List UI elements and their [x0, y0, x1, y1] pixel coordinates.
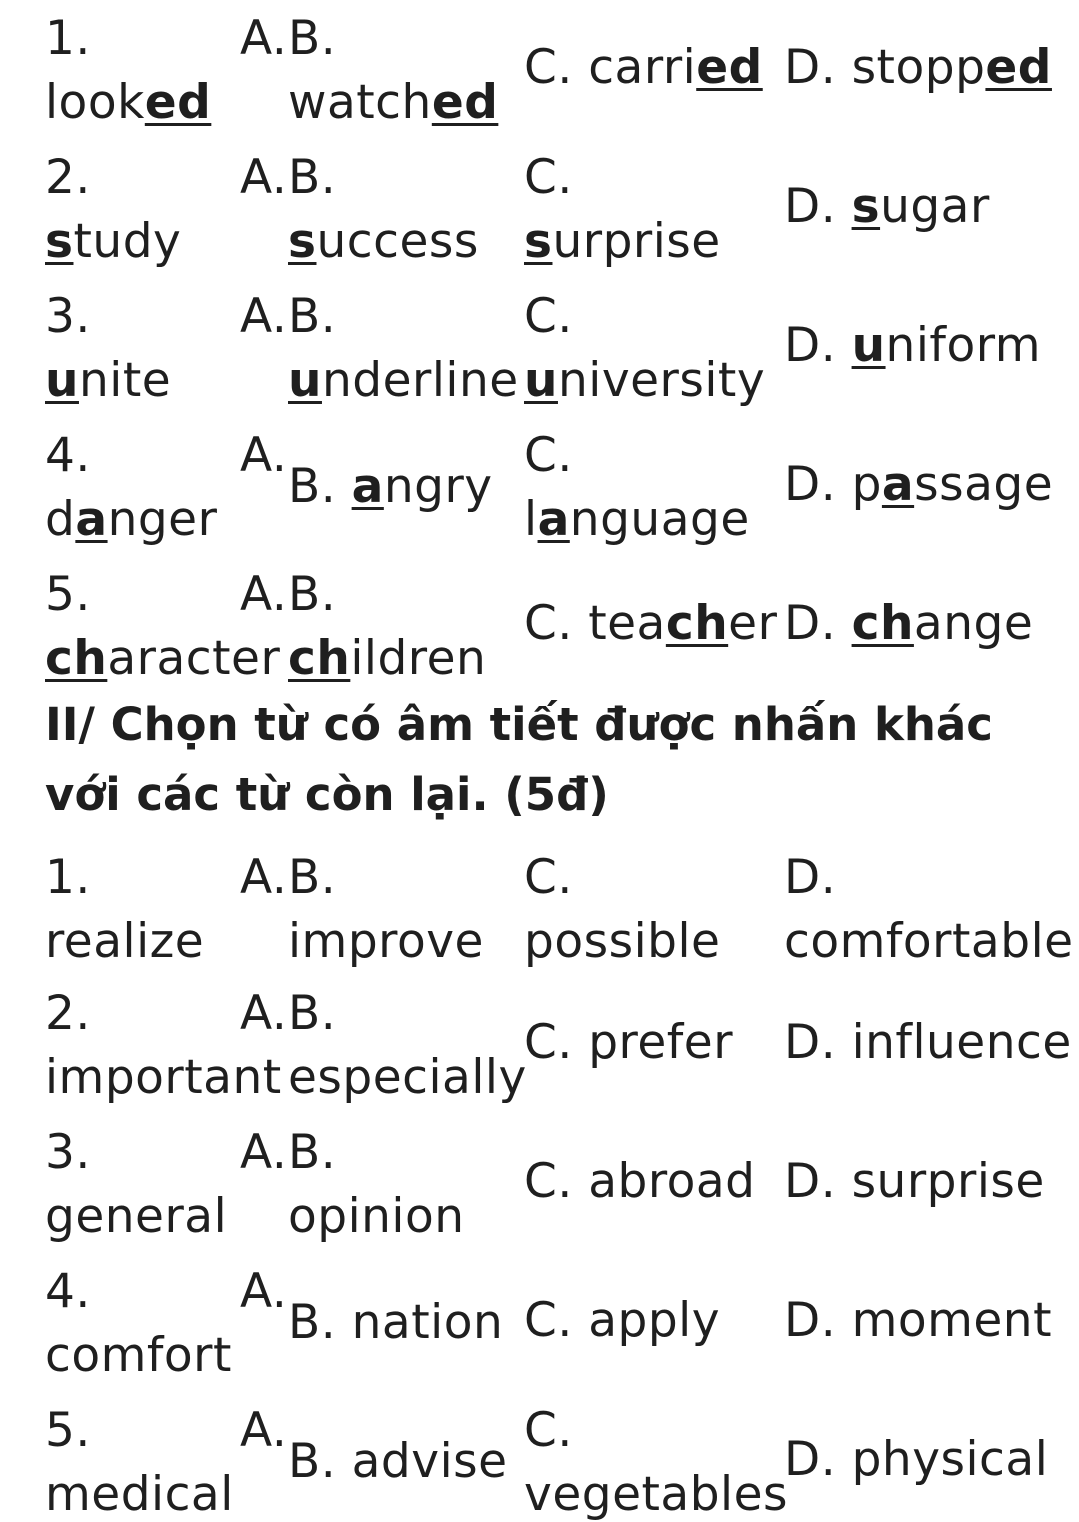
s1-q2-option-a-label: A.: [240, 150, 288, 205]
s2-q2-option-b-word: especially: [288, 1050, 527, 1105]
s1-q4-option-b-part: B.: [288, 459, 352, 514]
s2-q1-option-d-label: D.: [784, 850, 837, 905]
s1-q3-option-d-underlined-part: u: [851, 318, 886, 373]
s2-q5-option-b: B. advise: [288, 1434, 508, 1489]
s2-q5-option-d: D. physical: [784, 1432, 1049, 1487]
s1-q4-option-b-underlined-part: a: [351, 459, 384, 514]
s1-q4-option-d-part: ssage: [914, 457, 1054, 512]
s1-q4-option-c-word-underlined-part: a: [537, 492, 570, 547]
s1-q5-option-d-part: D.: [784, 596, 852, 651]
s2-q2-option-a-label: A.: [240, 986, 288, 1041]
s1-q4-option-a-word-part: d: [45, 492, 76, 547]
s1-q1-option-a-label: A.: [240, 11, 288, 66]
s1-q2-option-c-word-underlined-part: s: [524, 214, 553, 269]
s1-q5-option-b-word-part: ildren: [350, 631, 487, 686]
s1-q3-option-b-word-part: nderline: [321, 353, 519, 408]
s1-q1-option-c-underlined-part: ed: [696, 40, 763, 95]
s1-q2-option-a-word: [45, 214, 182, 269]
s2-q4-option-c: C. apply: [524, 1293, 721, 1348]
s1-q2-option-b-word-underlined-part: s: [288, 214, 317, 269]
s1-q2-option-b-word-part: uccess: [316, 214, 479, 269]
s1-q1-option-d-part: D. stopp: [784, 40, 986, 95]
s2-q1-option-c-label: C.: [524, 850, 573, 905]
s1-q3-option-b-word: [288, 353, 519, 408]
s1-q5-option-d: [784, 596, 1034, 651]
s1-q1-option-c: [524, 40, 763, 95]
s1-q5-option-c-part: C. tea: [524, 596, 666, 651]
s1-q2-option-d-part: D.: [784, 179, 852, 234]
s1-q2-option-c-label: C.: [524, 150, 573, 205]
s1-q3-option-a-word-part: nite: [78, 353, 172, 408]
s1-q1-number: 1.: [45, 11, 91, 66]
s2-q1-option-a-label: A.: [240, 850, 288, 905]
s1-q4-option-c-label: C.: [524, 428, 573, 483]
s2-q4-number: 4.: [45, 1264, 91, 1319]
s2-q2-option-a-word: important: [45, 1050, 282, 1105]
s2-q3-option-b-label: B.: [288, 1125, 337, 1180]
s1-q2-option-b-word: [288, 214, 479, 269]
s1-q5-option-a-label: A.: [240, 567, 288, 622]
s1-q3-option-a-word: [45, 353, 172, 408]
s1-q3-option-d-part: D.: [784, 318, 852, 373]
s1-q5-option-b-word: [288, 631, 487, 686]
s1-q3-option-b-word-underlined-part: u: [288, 353, 322, 408]
s2-q2-option-c: C. prefer: [524, 1015, 734, 1070]
s2-q3-number: 3.: [45, 1125, 91, 1180]
s1-q2-number: 2.: [45, 150, 91, 205]
section-2-heading-line-1: II/ Chọn từ có âm tiết được nhấn khác: [45, 698, 993, 751]
s2-q5-option-a-word: medical: [45, 1467, 234, 1522]
s1-q5-number: 5.: [45, 567, 91, 622]
s2-q2-option-b-label: B.: [288, 986, 337, 1041]
s2-q1-option-c-word: possible: [524, 914, 721, 969]
s1-q2-option-b-label: B.: [288, 150, 337, 205]
s1-q1-option-a-word-underlined-part: ed: [144, 75, 212, 130]
s1-q4-option-c-word-part: nguage: [569, 492, 750, 547]
s2-q4-option-a-label: A.: [240, 1264, 288, 1319]
s1-q4-option-c-word-part: l: [524, 492, 538, 547]
section-2-heading-line-2: với các từ còn lại. (5đ): [45, 768, 609, 821]
s1-q4-option-b: [288, 459, 493, 514]
s1-q5-option-c-part: er: [728, 596, 778, 651]
s2-q5-option-c-label: C.: [524, 1403, 573, 1458]
s2-q3-option-c: C. abroad: [524, 1154, 756, 1209]
s1-q3-option-c-label: C.: [524, 289, 573, 344]
s1-q5-option-d-part: ange: [913, 596, 1034, 651]
s1-q4-option-d-part: D. p: [784, 457, 882, 512]
s2-q5-option-a-label: A.: [240, 1403, 288, 1458]
s1-q3-option-a-word-underlined-part: u: [45, 353, 79, 408]
s1-q2-option-d: [784, 179, 990, 234]
s1-q1-option-b-label: B.: [288, 11, 337, 66]
s1-q4-option-c-word: [524, 492, 750, 547]
s2-q1-option-b-label: B.: [288, 850, 337, 905]
s1-q1-option-a-word: [45, 75, 212, 130]
s2-q1-option-d-word: comfortable: [784, 914, 1074, 969]
s1-q4-option-b-part: ngry: [383, 459, 493, 514]
s1-q5-option-c: [524, 596, 778, 651]
s1-q1-option-c-part: C. carri: [524, 40, 697, 95]
s1-q1-option-b-word-underlined-part: ed: [431, 75, 499, 130]
s1-q2-option-a-word-part: tudy: [73, 214, 182, 269]
s1-q2-option-d-part: ugar: [880, 179, 990, 234]
s2-q4-option-d: D. moment: [784, 1293, 1053, 1348]
s1-q1-option-a-word-part: look: [45, 75, 145, 130]
s1-q1-option-b-word-part: watch: [288, 75, 432, 130]
s1-q5-option-a-word-part: aracter: [107, 631, 281, 686]
s2-q3-option-a-label: A.: [240, 1125, 288, 1180]
s1-q4-option-a-word-underlined-part: a: [75, 492, 108, 547]
s1-q2-option-a-word-underlined-part: s: [45, 214, 74, 269]
s2-q1-option-b-word: improve: [288, 914, 484, 969]
s1-q4-option-a-word: [45, 492, 218, 547]
s1-q1-option-b-word: [288, 75, 499, 130]
s1-q5-option-a-word: [45, 631, 281, 686]
s1-q5-option-d-underlined-part: ch: [851, 596, 914, 651]
s1-q4-number: 4.: [45, 428, 91, 483]
s2-q1-option-a-word: realize: [45, 914, 205, 969]
s2-q5-option-c-word: vegetables: [524, 1467, 789, 1522]
s1-q3-option-c-word-part: niversity: [557, 353, 766, 408]
s2-q4-option-a-word: comfort: [45, 1328, 232, 1383]
s2-q2-number: 2.: [45, 986, 91, 1041]
s2-q1-number: 1.: [45, 850, 91, 905]
s1-q2-option-c-word-part: urprise: [552, 214, 721, 269]
s2-q5-number: 5.: [45, 1403, 91, 1458]
s2-q3-option-a-word: general: [45, 1189, 228, 1244]
s2-q2-option-d: D. influence: [784, 1015, 1072, 1070]
s1-q3-option-d-part: niform: [885, 318, 1041, 373]
s1-q1-option-d: [784, 40, 1052, 95]
s2-q3-option-b-word: opinion: [288, 1189, 465, 1244]
s2-q3-option-d: D. surprise: [784, 1154, 1045, 1209]
s1-q3-option-c-word-underlined-part: u: [524, 353, 558, 408]
s1-q5-option-b-word-underlined-part: ch: [288, 631, 351, 686]
s1-q2-option-c-word: [524, 214, 721, 269]
s1-q4-option-a-label: A.: [240, 428, 288, 483]
s1-q3-option-d: [784, 318, 1041, 373]
s2-q4-option-b: B. nation: [288, 1295, 504, 1350]
s1-q2-option-d-underlined-part: s: [851, 179, 881, 234]
s1-q5-option-b-label: B.: [288, 567, 337, 622]
s1-q3-option-a-label: A.: [240, 289, 288, 344]
s1-q3-option-c-word: [524, 353, 766, 408]
s1-q5-option-a-word-underlined-part: ch: [45, 631, 108, 686]
s1-q1-option-d-underlined-part: ed: [985, 40, 1052, 95]
s1-q4-option-d: [784, 457, 1054, 512]
s1-q5-option-c-underlined-part: ch: [665, 596, 729, 651]
s1-q4-option-a-word-part: nger: [107, 492, 218, 547]
s1-q4-option-d-underlined-part: a: [881, 457, 915, 512]
s1-q3-number: 3.: [45, 289, 91, 344]
s1-q3-option-b-label: B.: [288, 289, 337, 344]
